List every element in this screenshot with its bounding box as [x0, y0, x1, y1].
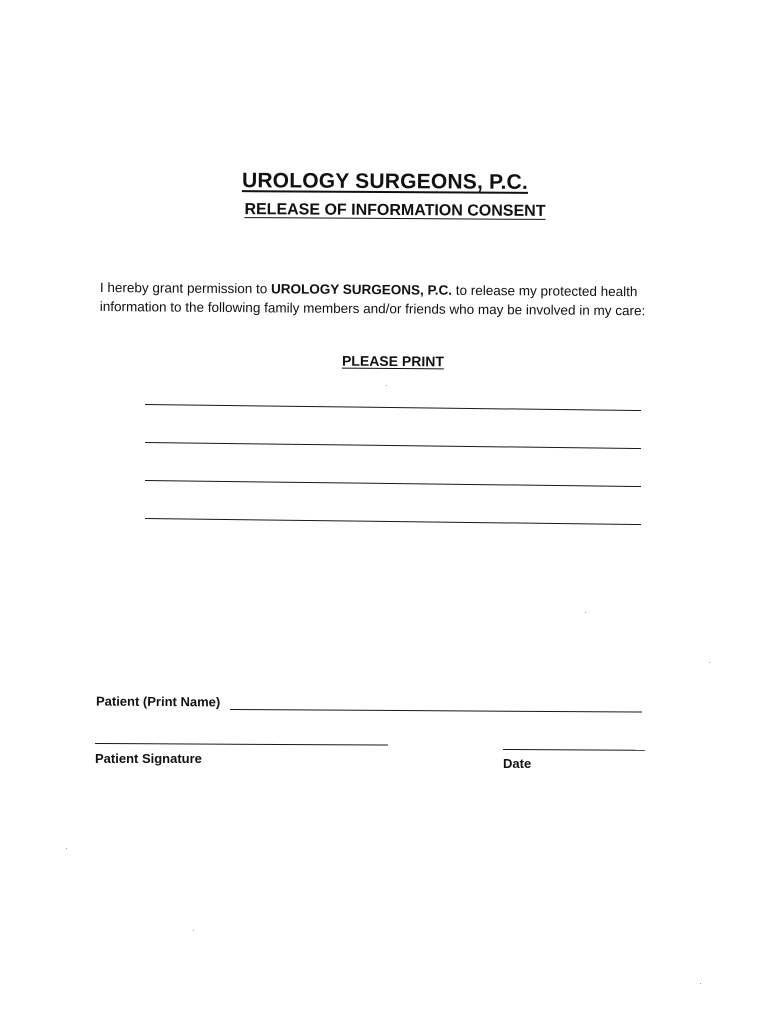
consent-line-1-suffix: to release my protected health	[451, 282, 638, 300]
date-line[interactable]	[503, 749, 645, 751]
consent-organization-name: UROLOGY SURGEONS, P.C.	[270, 281, 453, 298]
family-member-line-3[interactable]	[145, 480, 641, 487]
consent-line-1-prefix: I hereby grant permission to	[99, 279, 272, 297]
family-member-line-1[interactable]	[145, 404, 641, 411]
consent-line-2: information to the following family members and/or friends who may be involved in my care:	[99, 298, 646, 319]
please-print-instruction: PLEASE PRINT	[341, 352, 444, 370]
document-subtitle: RELEASE OF INFORMATION CONSENT	[244, 201, 546, 220]
family-member-line-2[interactable]	[145, 442, 641, 449]
scan-speck	[66, 848, 67, 849]
patient-name-label: Patient (Print Name)	[95, 693, 221, 710]
date-label: Date	[503, 756, 532, 771]
scan-speck	[709, 662, 710, 663]
scan-speck	[700, 983, 701, 984]
patient-signature-label: Patient Signature	[95, 751, 202, 766]
patient-name-line[interactable]	[230, 709, 642, 713]
document-title: UROLOGY SURGEONS, P.C.	[241, 169, 529, 194]
scan-speck	[193, 930, 194, 931]
patient-signature-line[interactable]	[95, 743, 388, 746]
consent-statement	[100, 278, 700, 321]
scan-speck	[386, 385, 387, 386]
scan-speck	[585, 612, 586, 613]
family-member-line-4[interactable]	[145, 518, 641, 525]
